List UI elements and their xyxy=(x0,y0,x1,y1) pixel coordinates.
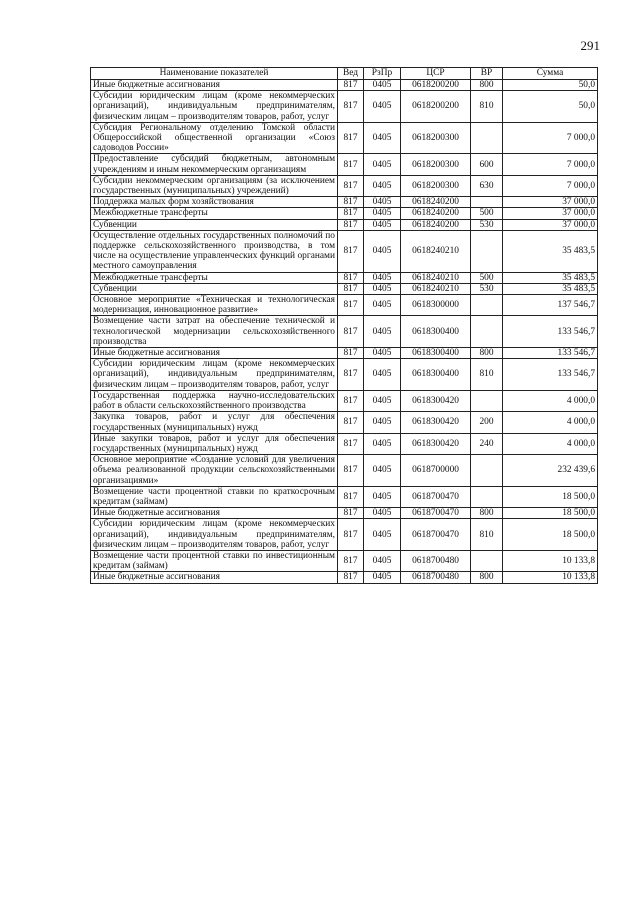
table-row xyxy=(91,486,598,507)
cell-ved: 817 xyxy=(338,272,364,283)
cell-csr: 0618700480 xyxy=(401,572,471,583)
header-sum: Сумма xyxy=(503,68,598,80)
cell-ved: 817 xyxy=(338,197,364,208)
cell-name: Поддержка малых форм хозяйствования xyxy=(91,197,338,208)
cell-rzpr: 0405 xyxy=(364,390,401,411)
table-row xyxy=(91,154,598,175)
cell-rzpr: 0405 xyxy=(364,359,401,391)
cell-ved: 817 xyxy=(338,316,364,348)
cell-ved: 817 xyxy=(338,208,364,219)
cell-sum: 7 000,0 xyxy=(503,122,598,154)
cell-vr: 800 xyxy=(471,80,503,91)
table-body xyxy=(91,80,598,584)
cell-sum: 7 000,0 xyxy=(503,154,598,175)
cell-sum: 133 546,7 xyxy=(503,316,598,348)
table-row xyxy=(91,272,598,283)
cell-ved: 817 xyxy=(338,295,364,316)
table-row xyxy=(91,208,598,219)
cell-ved: 817 xyxy=(338,508,364,519)
cell-name: Возмещение части процентной ставки по краткосрочным кредитам (займам) xyxy=(91,486,338,507)
cell-rzpr: 0405 xyxy=(364,550,401,571)
cell-rzpr: 0405 xyxy=(364,154,401,175)
cell-csr: 0618300420 xyxy=(401,390,471,411)
cell-csr: 0618200300 xyxy=(401,154,471,175)
cell-sum: 4 000,0 xyxy=(503,433,598,454)
cell-rzpr: 0405 xyxy=(364,230,401,272)
cell-name: Государственная поддержка научно-исследовательских работ в области сельскохозяйственного производства xyxy=(91,390,338,411)
cell-csr: 0618240200 xyxy=(401,197,471,208)
cell-rzpr: 0405 xyxy=(364,208,401,219)
cell-ved: 817 xyxy=(338,219,364,230)
cell-sum: 18 500,0 xyxy=(503,508,598,519)
table-row xyxy=(91,412,598,433)
cell-rzpr: 0405 xyxy=(364,486,401,507)
table-row xyxy=(91,359,598,391)
cell-vr: 500 xyxy=(471,208,503,219)
cell-csr: 0618300400 xyxy=(401,359,471,391)
cell-name: Иные закупки товаров, работ и услуг для обеспечения государственных (муниципальных) нужд xyxy=(91,433,338,454)
table-row xyxy=(91,175,598,196)
table-row xyxy=(91,197,598,208)
cell-name: Иные бюджетные ассигнования xyxy=(91,80,338,91)
cell-vr: 800 xyxy=(471,572,503,583)
cell-ved: 817 xyxy=(338,433,364,454)
cell-sum: 10 133,8 xyxy=(503,550,598,571)
cell-csr: 0618700470 xyxy=(401,486,471,507)
cell-name: Межбюджетные трансферты xyxy=(91,272,338,283)
cell-ved: 817 xyxy=(338,550,364,571)
cell-sum: 35 483,5 xyxy=(503,230,598,272)
cell-rzpr: 0405 xyxy=(364,91,401,123)
cell-csr: 0618300420 xyxy=(401,412,471,433)
cell-csr: 0618700470 xyxy=(401,508,471,519)
cell-ved: 817 xyxy=(338,230,364,272)
cell-vr xyxy=(471,316,503,348)
table-row xyxy=(91,80,598,91)
cell-sum: 137 546,7 xyxy=(503,295,598,316)
cell-csr: 0618700470 xyxy=(401,519,471,551)
cell-name: Иные бюджетные ассигнования xyxy=(91,572,338,583)
page-number: 291 xyxy=(580,38,600,53)
cell-name: Основное мероприятие «Техническая и технологическая модернизация, инновационное развитие» xyxy=(91,295,338,316)
cell-name: Субсидии некоммерческим организациям (за исключением государственных (муниципальных) учреждений) xyxy=(91,175,338,196)
cell-name: Субсидии юридическим лицам (кроме некоммерческих организаций), индивидуальным предпринимателям, физическим лицам – производителям товаров, работ, услуг xyxy=(91,359,338,391)
table-row xyxy=(91,295,598,316)
cell-vr: 810 xyxy=(471,91,503,123)
cell-rzpr: 0405 xyxy=(364,122,401,154)
cell-vr: 600 xyxy=(471,154,503,175)
cell-rzpr: 0405 xyxy=(364,295,401,316)
header-ved: Вед xyxy=(338,68,364,80)
cell-name: Возмещение части затрат на обеспечение технической и технологической модернизации сельскохозяйственного производства xyxy=(91,316,338,348)
cell-name: Субсидии юридическим лицам (кроме некоммерческих организаций), индивидуальным предпринимателям, физическим лицам – производителям товаров, работ, услуг xyxy=(91,91,338,123)
cell-ved: 817 xyxy=(338,348,364,359)
cell-vr: 530 xyxy=(471,219,503,230)
budget-table xyxy=(90,67,598,584)
cell-vr: 200 xyxy=(471,412,503,433)
table-row xyxy=(91,91,598,123)
table-row xyxy=(91,390,598,411)
cell-vr: 630 xyxy=(471,175,503,196)
cell-vr: 530 xyxy=(471,283,503,294)
cell-ved: 817 xyxy=(338,80,364,91)
table-row xyxy=(91,122,598,154)
table-row xyxy=(91,230,598,272)
cell-ved: 817 xyxy=(338,390,364,411)
cell-csr: 0618700000 xyxy=(401,455,471,487)
cell-name: Основное мероприятие «Создание условий для увеличения объема реализованной продукции сельскохозяйственными организациями» xyxy=(91,455,338,487)
cell-rzpr: 0405 xyxy=(364,455,401,487)
cell-rzpr: 0405 xyxy=(364,316,401,348)
cell-vr xyxy=(471,455,503,487)
cell-sum: 133 546,7 xyxy=(503,348,598,359)
cell-vr xyxy=(471,122,503,154)
cell-csr: 0618200200 xyxy=(401,91,471,123)
cell-csr: 0618300000 xyxy=(401,295,471,316)
cell-ved: 817 xyxy=(338,91,364,123)
cell-sum: 4 000,0 xyxy=(503,412,598,433)
cell-sum: 18 500,0 xyxy=(503,486,598,507)
cell-rzpr: 0405 xyxy=(364,197,401,208)
table-row xyxy=(91,455,598,487)
cell-name: Субвенции xyxy=(91,283,338,294)
cell-name: Субвенции xyxy=(91,219,338,230)
cell-vr: 810 xyxy=(471,359,503,391)
cell-sum: 35 483,5 xyxy=(503,272,598,283)
cell-rzpr: 0405 xyxy=(364,412,401,433)
cell-vr: 240 xyxy=(471,433,503,454)
cell-csr: 0618240210 xyxy=(401,283,471,294)
cell-vr xyxy=(471,390,503,411)
cell-name: Осуществление отдельных государственных полномочий по поддержке сельскохозяйственного производства, в том числе на осуществление управленческих функций органами местного самоуправления xyxy=(91,230,338,272)
cell-sum: 4 000,0 xyxy=(503,390,598,411)
table-row xyxy=(91,433,598,454)
cell-sum: 7 000,0 xyxy=(503,175,598,196)
cell-name: Закупка товаров, работ и услуг для обеспечения государственных (муниципальных) нужд xyxy=(91,412,338,433)
cell-name: Субсидии юридическим лицам (кроме некоммерческих организаций), индивидуальным предпринимателям, физическим лицам – производителям товаров, работ, услуг xyxy=(91,519,338,551)
cell-ved: 817 xyxy=(338,412,364,433)
cell-ved: 817 xyxy=(338,455,364,487)
cell-rzpr: 0405 xyxy=(364,80,401,91)
cell-sum: 10 133,8 xyxy=(503,572,598,583)
cell-vr xyxy=(471,550,503,571)
cell-csr: 0618300400 xyxy=(401,316,471,348)
cell-rzpr: 0405 xyxy=(364,175,401,196)
table-row xyxy=(91,348,598,359)
table-header-row xyxy=(91,68,598,80)
cell-rzpr: 0405 xyxy=(364,433,401,454)
cell-sum: 133 546,7 xyxy=(503,359,598,391)
cell-sum: 35 483,5 xyxy=(503,283,598,294)
header-name: Наименование показателей xyxy=(91,68,338,80)
cell-csr: 0618240210 xyxy=(401,272,471,283)
cell-vr: 800 xyxy=(471,508,503,519)
cell-vr xyxy=(471,486,503,507)
table-row xyxy=(91,519,598,551)
cell-ved: 817 xyxy=(338,175,364,196)
cell-csr: 0618240200 xyxy=(401,219,471,230)
cell-sum: 232 439,6 xyxy=(503,455,598,487)
cell-name: Межбюджетные трансферты xyxy=(91,208,338,219)
cell-name: Субсидия Региональному отделению Томской области Общероссийской общественной организации «Союз садоводов России» xyxy=(91,122,338,154)
cell-vr: 500 xyxy=(471,272,503,283)
cell-sum: 50,0 xyxy=(503,91,598,123)
cell-vr: 800 xyxy=(471,348,503,359)
header-vr: ВР xyxy=(471,68,503,80)
cell-ved: 817 xyxy=(338,154,364,175)
cell-rzpr: 0405 xyxy=(364,508,401,519)
cell-sum: 37 000,0 xyxy=(503,208,598,219)
header-rzpr: РзПр xyxy=(364,68,401,80)
cell-ved: 817 xyxy=(338,359,364,391)
cell-rzpr: 0405 xyxy=(364,572,401,583)
cell-rzpr: 0405 xyxy=(364,219,401,230)
table-row xyxy=(91,219,598,230)
cell-ved: 817 xyxy=(338,486,364,507)
cell-csr: 0618200300 xyxy=(401,175,471,196)
cell-csr: 0618700480 xyxy=(401,550,471,571)
cell-ved: 817 xyxy=(338,572,364,583)
cell-name: Возмещение части процентной ставки по инвестиционным кредитам (займам) xyxy=(91,550,338,571)
cell-rzpr: 0405 xyxy=(364,519,401,551)
table-row xyxy=(91,508,598,519)
header-csr: ЦСР xyxy=(401,68,471,80)
cell-vr xyxy=(471,230,503,272)
cell-rzpr: 0405 xyxy=(364,348,401,359)
cell-sum: 18 500,0 xyxy=(503,519,598,551)
cell-name: Предоставление субсидий бюджетным, автономным учреждениям и иным некоммерческим организациям xyxy=(91,154,338,175)
cell-name: Иные бюджетные ассигнования xyxy=(91,508,338,519)
cell-csr: 0618300400 xyxy=(401,348,471,359)
table-row xyxy=(91,572,598,583)
cell-vr: 810 xyxy=(471,519,503,551)
cell-csr: 0618300420 xyxy=(401,433,471,454)
cell-csr: 0618200300 xyxy=(401,122,471,154)
cell-ved: 817 xyxy=(338,283,364,294)
table-row xyxy=(91,550,598,571)
cell-csr: 0618200200 xyxy=(401,80,471,91)
cell-sum: 37 000,0 xyxy=(503,219,598,230)
cell-vr xyxy=(471,197,503,208)
cell-sum: 37 000,0 xyxy=(503,197,598,208)
table-row xyxy=(91,316,598,348)
cell-csr: 0618240210 xyxy=(401,230,471,272)
cell-vr xyxy=(471,295,503,316)
cell-name: Иные бюджетные ассигнования xyxy=(91,348,338,359)
table-row xyxy=(91,283,598,294)
cell-csr: 0618240200 xyxy=(401,208,471,219)
cell-rzpr: 0405 xyxy=(364,283,401,294)
cell-rzpr: 0405 xyxy=(364,272,401,283)
cell-sum: 50,0 xyxy=(503,80,598,91)
cell-ved: 817 xyxy=(338,519,364,551)
cell-ved: 817 xyxy=(338,122,364,154)
